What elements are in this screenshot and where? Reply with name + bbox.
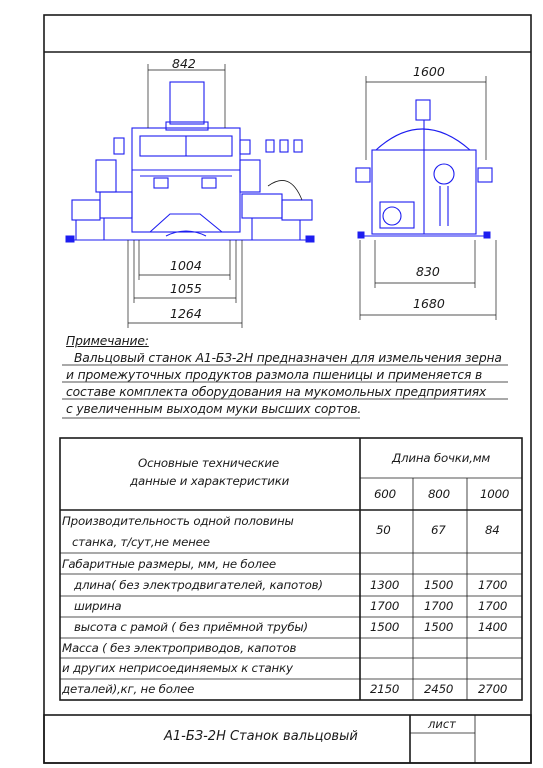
table-cell: 1700 — [424, 599, 454, 613]
table-cell: 1500 — [370, 620, 400, 634]
note-heading: Примечание: — [66, 334, 149, 348]
note-line: Вальцовый станок А1-БЗ-2Н предназначен для измельчения зерна — [74, 351, 502, 365]
table-cell: 1300 — [370, 578, 400, 592]
table-row-label: длина( без электродвигателей, капотов) — [74, 578, 323, 592]
table-row-label: деталей),кг, не более — [62, 682, 195, 696]
dim-1004: 1004 — [170, 258, 202, 273]
table-cell: 2150 — [370, 682, 400, 696]
dim-830: 830 — [416, 264, 440, 279]
table-cell: 1700 — [370, 599, 400, 613]
table-row-label: Габаритные размеры, мм, не более — [62, 557, 276, 571]
table-row-label: высота с рамой ( без приёмной трубы) — [74, 620, 308, 634]
table-row-label: ширина — [74, 599, 122, 613]
title-block-sheet-label: лист — [428, 717, 456, 731]
note-line: составе комплекта оборудования на мукомольных предприятиях — [66, 385, 487, 399]
column-header: 800 — [428, 487, 450, 501]
table-cell: 1700 — [478, 599, 508, 613]
table-row-label: Производительность одной половины — [62, 514, 294, 528]
table-row-label: и других неприсоединяемых к станку — [62, 661, 293, 675]
front-view — [66, 82, 314, 242]
table-cell: 67 — [431, 523, 446, 537]
dim-1600: 1600 — [413, 64, 445, 79]
table-cell: 1700 — [478, 578, 508, 592]
table-row-label: Масса ( без электроприводов, капотов — [62, 641, 297, 655]
note-line: с увеличенным выходом муки высших сортов. — [66, 402, 362, 416]
column-header: 1000 — [480, 487, 510, 501]
table-cell: 1400 — [478, 620, 508, 634]
table-cell: 84 — [485, 523, 500, 537]
table-header-left-2: данные и характеристики — [130, 474, 290, 488]
table-row-label: станка, т/сут,не менее — [72, 535, 210, 549]
side-view — [356, 100, 492, 238]
column-header: 600 — [374, 487, 396, 501]
table-cell: 2450 — [424, 682, 454, 696]
table-cell: 1500 — [424, 620, 454, 634]
dim-1264: 1264 — [170, 306, 202, 321]
dim-842: 842 — [172, 56, 196, 71]
dim-1680: 1680 — [413, 296, 445, 311]
dim-1055: 1055 — [170, 281, 202, 296]
table-cell: 1500 — [424, 578, 454, 592]
title-block-title: А1-БЗ-2Н Станок вальцовый — [164, 729, 358, 744]
note-line: и промежуточных продуктов размола пшеницы и применяется в — [66, 368, 483, 382]
table-cell: 2700 — [478, 682, 508, 696]
table-header-group: Длина бочки,мм — [392, 451, 491, 465]
table-cell: 50 — [376, 523, 391, 537]
table-header-left-1: Основные технические — [138, 456, 279, 470]
